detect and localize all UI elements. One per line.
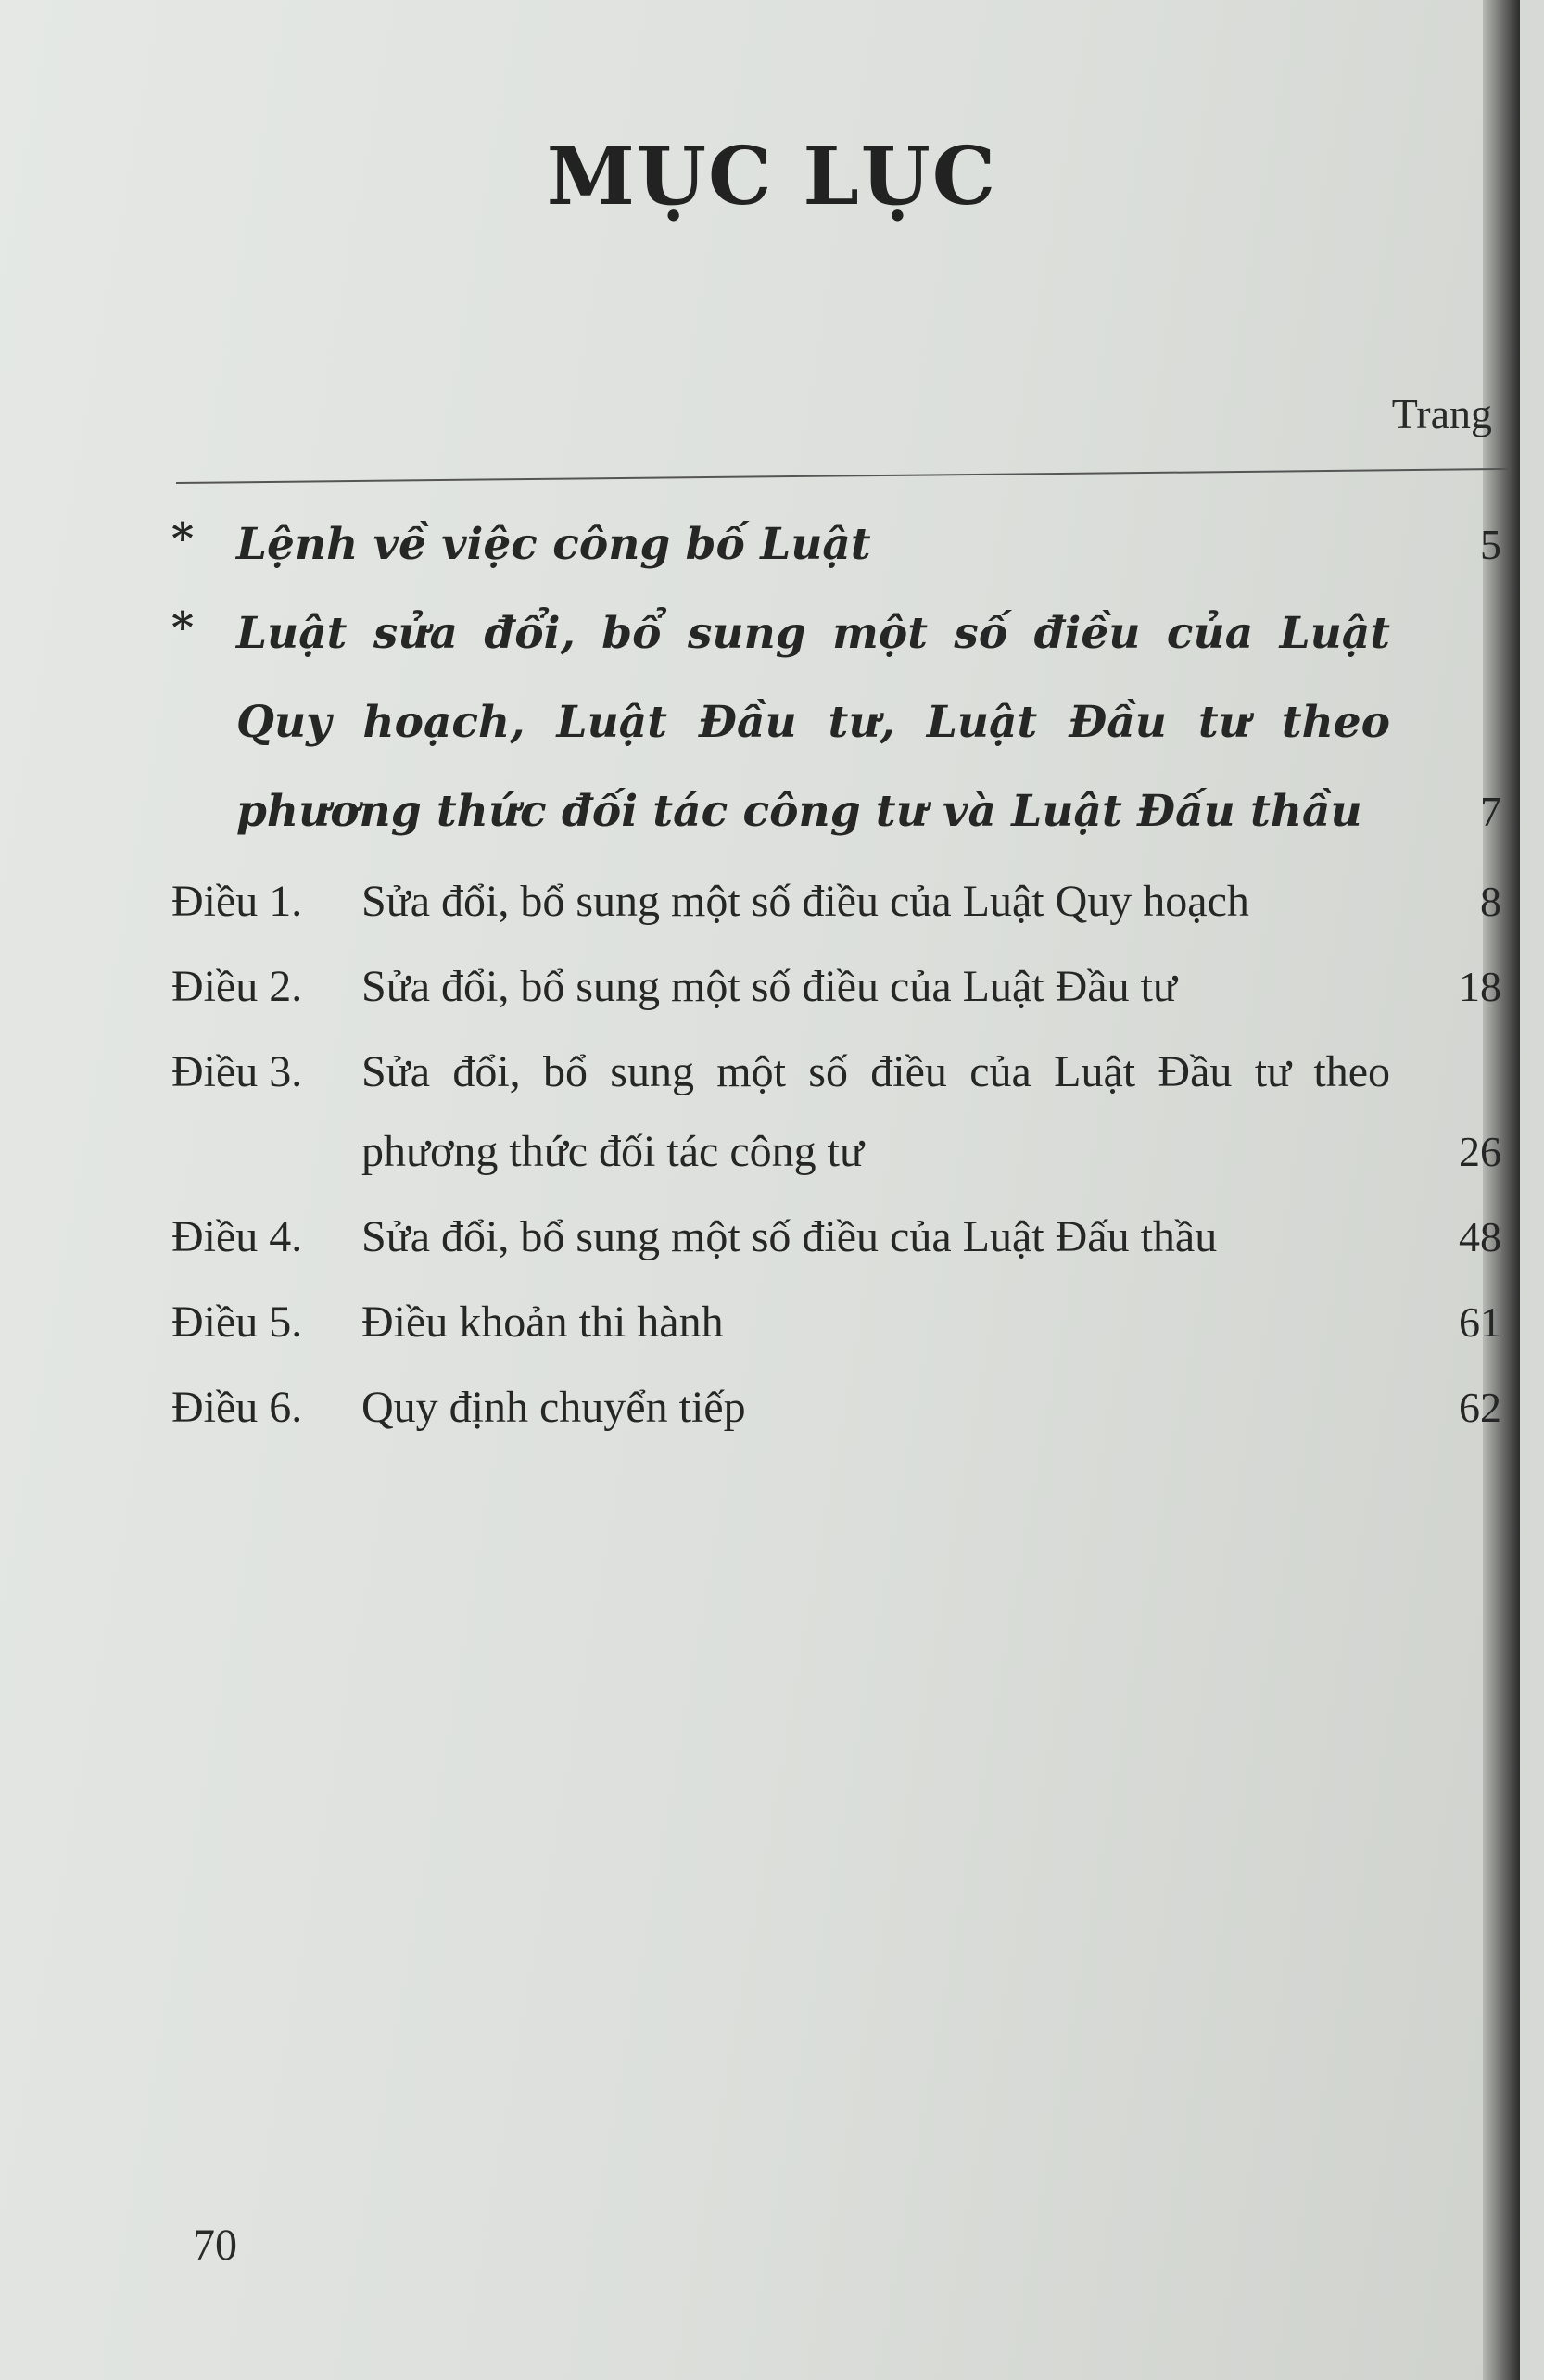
toc-page-number: 61 bbox=[1459, 1298, 1501, 1346]
toc-entry-text: Sửa đổi, bổ sung một số điều của Luật Đấu thầu bbox=[361, 1212, 1218, 1261]
toc-page-number: 18 bbox=[1459, 963, 1501, 1010]
toc-page-number: 48 bbox=[1459, 1213, 1501, 1260]
toc-page-number: 26 bbox=[1459, 1128, 1501, 1175]
bullet-star: * bbox=[171, 602, 195, 652]
toc-entry-text: Quy định chuyển tiếp bbox=[361, 1383, 746, 1432]
toc-entry-text: Điều khoản thi hành bbox=[361, 1298, 724, 1347]
article-label: Điều 5. bbox=[171, 1298, 303, 1347]
toc-entry-text: Sửa đổi, bổ sung một số điều của Luật Quy hoạch bbox=[361, 877, 1249, 926]
bullet-star: * bbox=[171, 513, 195, 563]
page-title: MỤC LỤC bbox=[546, 130, 998, 223]
toc-entry bbox=[171, 1032, 1501, 1192]
toc-entry bbox=[171, 589, 1501, 856]
table-of-contents bbox=[171, 500, 1501, 1448]
toc-entry bbox=[171, 862, 1501, 942]
article-label: Điều 1. bbox=[171, 877, 303, 926]
toc-entry bbox=[171, 1283, 1501, 1362]
toc-entry bbox=[171, 1368, 1501, 1448]
article-label: Điều 6. bbox=[171, 1383, 303, 1432]
toc-entry-text: Luật sửa đổi, bổ sung một số điều của Luật Quy hoạch, Luật Đầu tư, Luật Đầu tư theo phương thức đối tác công tư và Luật Đấu thầu bbox=[236, 608, 1390, 837]
page-column-header: Trang bbox=[1391, 390, 1492, 437]
footer-page-number: 70 bbox=[193, 2221, 237, 2270]
article-label: Điều 3. bbox=[171, 1047, 303, 1096]
toc-entry bbox=[171, 947, 1501, 1027]
toc-page-number: 5 bbox=[1480, 521, 1501, 568]
article-label: Điều 4. bbox=[171, 1212, 303, 1261]
toc-entry bbox=[171, 1197, 1501, 1277]
toc-page-number: 62 bbox=[1459, 1384, 1501, 1431]
toc-page-number: 7 bbox=[1480, 788, 1501, 835]
toc-entry-text: Sửa đổi, bổ sung một số điều của Luật Đầu tư bbox=[361, 962, 1177, 1011]
article-label: Điều 2. bbox=[171, 962, 303, 1011]
header-divider bbox=[176, 468, 1511, 484]
toc-entry-text: Sửa đổi, bổ sung một số điều của Luật Đầu tư theo phương thức đối tác công tư bbox=[361, 1047, 1390, 1176]
toc-entry-text: Lệnh về việc công bố Luật bbox=[236, 519, 871, 570]
toc-entry bbox=[171, 500, 1501, 589]
toc-page-number: 8 bbox=[1480, 878, 1501, 925]
